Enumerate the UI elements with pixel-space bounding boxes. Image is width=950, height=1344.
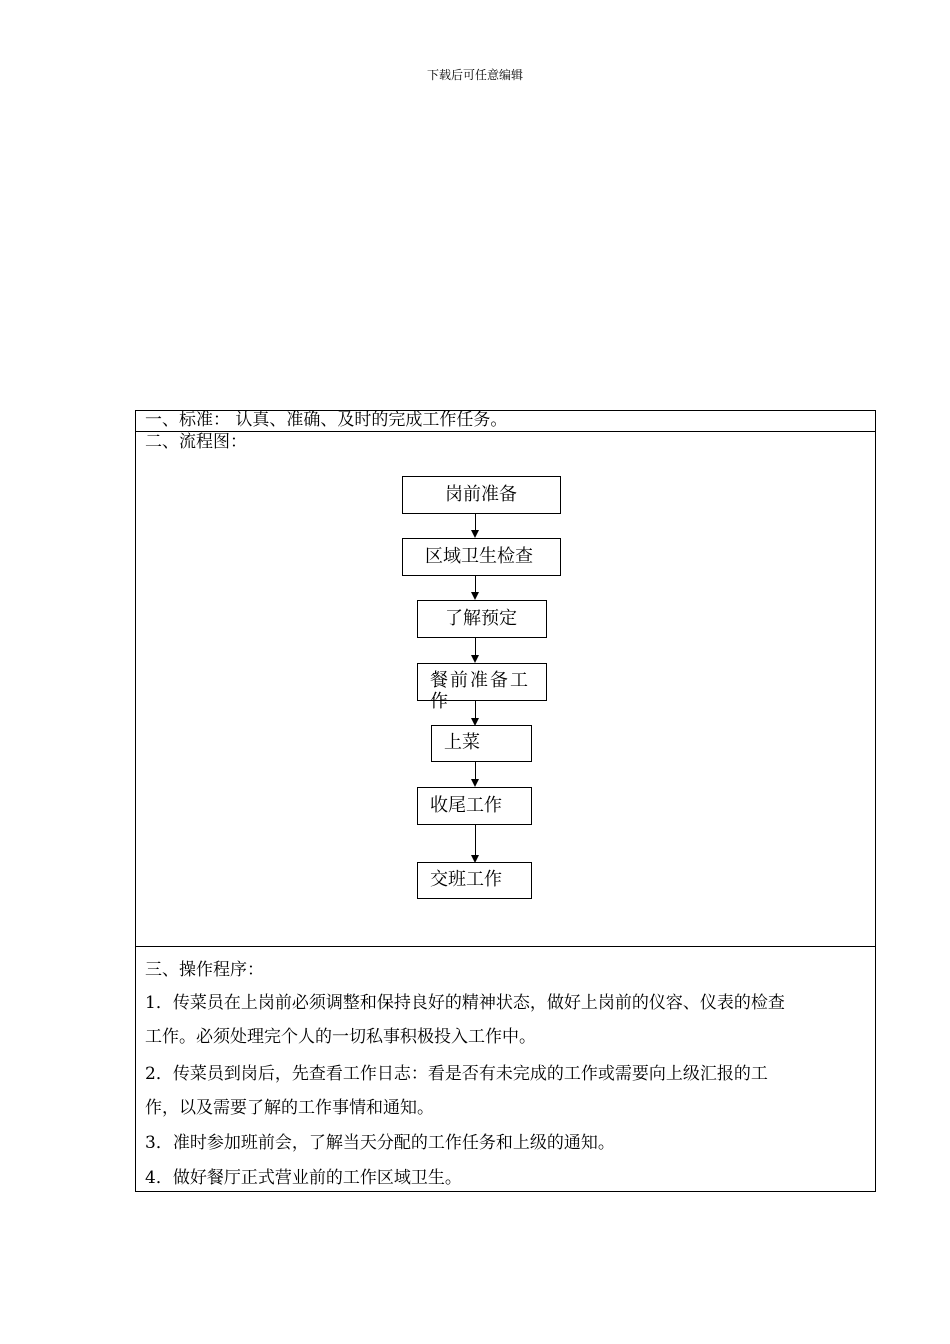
procedure-row [136,947,875,1191]
procedure-line: 3．准时参加班前会，了解当天分配的工作任务和上级的通知。 [145,1133,615,1153]
procedure-table [135,410,876,1192]
arrow-down-icon [471,592,479,600]
arrow-down-icon [471,530,479,538]
flow-step-3 [417,600,547,638]
procedure-label: 三、操作程序： [145,960,264,980]
flowchart-row [136,432,875,947]
procedure-line: 4．做好餐厅正式营业前的工作区域卫生。 [145,1168,462,1188]
standard-row [136,411,875,432]
flow-step-5 [431,725,532,762]
flow-step-1-label: 岗前准备 [445,484,517,505]
procedure-line: 工作。必须处理完个人的一切私事积极投入工作中。 [145,1027,536,1047]
flow-step-2-label: 区域卫生检查 [425,546,533,567]
page-header: 下载后可任意编辑 [426,68,523,82]
flow-step-3-label: 了解预定 [445,608,517,629]
flow-step-6-label: 收尾工作 [430,795,502,816]
flowchart-label: 二、流程图： [145,432,247,452]
flow-step-1 [402,476,561,514]
flow-step-4 [417,663,547,712]
flow-step-7-label: 交班工作 [430,869,502,890]
procedure-line: 作，以及需要了解的工作事情和通知。 [145,1098,434,1118]
standard-text: 一、标准： 认真、准确、及时的完成工作任务。 [145,410,508,430]
flow-step-4-label: 餐前准备工作 [430,670,530,712]
procedure-line: 2．传菜员到岗后，先查看工作日志：看是否有未完成的工作或需要向上级汇报的工 [145,1064,768,1084]
flow-step-7 [417,862,532,899]
flow-step-5-label: 上菜 [444,732,480,753]
arrow-down-icon [471,655,479,663]
arrow-down-icon [471,779,479,787]
procedure-line: 1．传菜员在上岗前必须调整和保持良好的精神状态，做好上岗前的仪容、仪表的检查 [145,993,785,1013]
flow-step-6 [417,787,532,825]
flow-step-2 [402,538,561,576]
